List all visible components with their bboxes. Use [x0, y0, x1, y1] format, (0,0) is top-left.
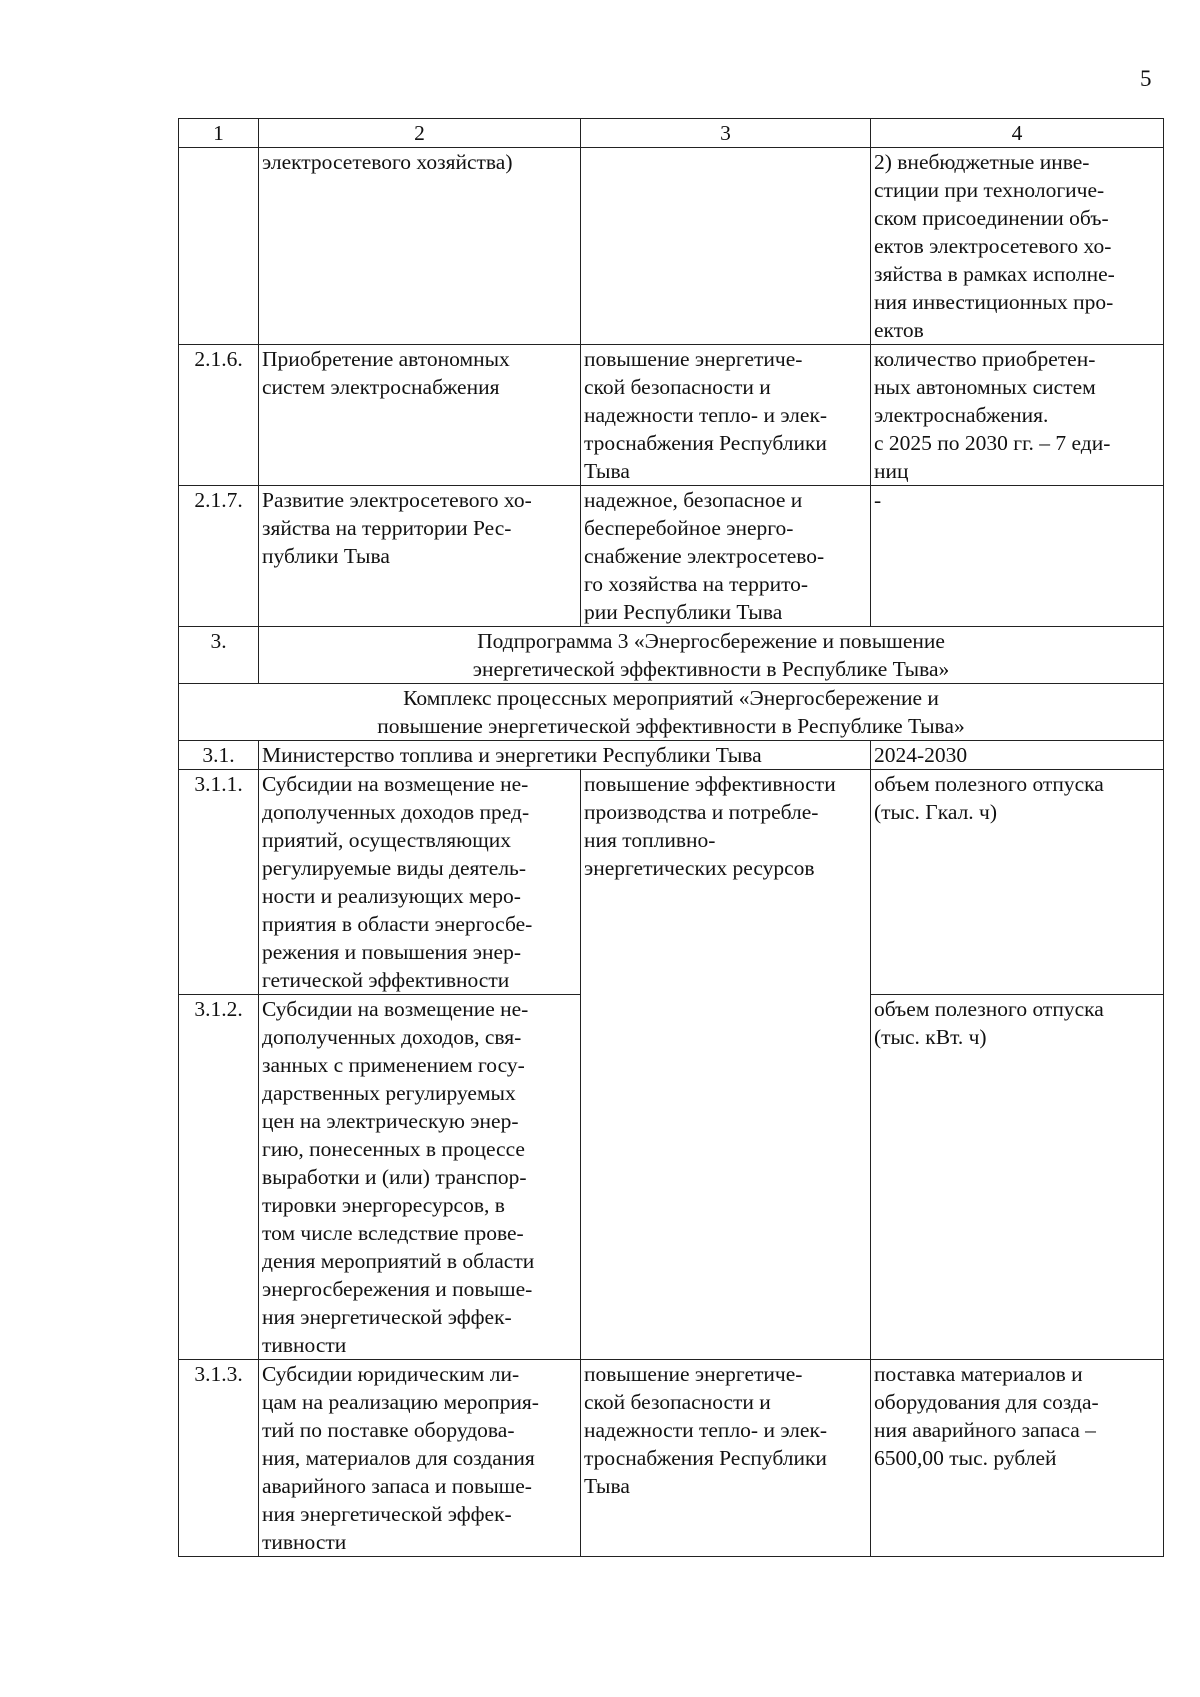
header-cell: 3 — [581, 119, 871, 148]
header-cell: 1 — [179, 119, 259, 148]
indicator-cell: - — [871, 486, 1164, 627]
complex-row — [179, 684, 1164, 741]
page-number: 5 — [1140, 66, 1152, 91]
subprogram-row — [179, 627, 1164, 684]
measure-cell: электросетевого хозяйства) — [259, 148, 581, 345]
program-table — [178, 118, 1164, 1557]
measure-cell: Развитие электросетевого хо- зяйства на территории Рес- публики Тыва — [259, 486, 581, 627]
row-number: 3.1. — [179, 741, 259, 770]
row-number: 2.1.7. — [179, 486, 259, 627]
row-number: 3. — [179, 627, 259, 684]
indicator-cell: 2) внебюджетные инве- стиции при технологиче- ском присоединении объ- ектов электросетевого хо- зяйства в рамках исполне- ния инвестиционных про- ектов — [871, 148, 1164, 345]
complex-title: Комплекс процессных мероприятий «Энергосбережение и повышение энергетической эффективности в Республике Тыва» — [179, 684, 1164, 741]
row-number — [179, 148, 259, 345]
table-header-row — [179, 119, 1164, 148]
table-row — [179, 741, 1164, 770]
result-cell: повышение энергетиче- ской безопасности и надежности тепло- и элек- троснабжения Республики Тыва — [581, 1360, 871, 1557]
result-cell: повышение энергетиче- ской безопасности и надежности тепло- и элек- троснабжения Республики Тыва — [581, 345, 871, 486]
row-number: 2.1.6. — [179, 345, 259, 486]
row-number: 3.1.1. — [179, 770, 259, 995]
row-number: 3.1.2. — [179, 995, 259, 1360]
indicator-cell: количество приобретен- ных автономных систем электроснабжения. с 2025 по 2030 гг. – 7 еди- ниц — [871, 345, 1164, 486]
header-cell: 4 — [871, 119, 1164, 148]
table-row — [179, 345, 1164, 486]
indicator-cell: поставка материалов и оборудования для созда- ния аварийного запаса – 6500,00 тыс. рублей — [871, 1360, 1164, 1557]
row-number: 3.1.3. — [179, 1360, 259, 1557]
table-row — [179, 1360, 1164, 1557]
responsible-cell: Министерство топлива и энергетики Республики Тыва — [259, 741, 871, 770]
table-row — [179, 486, 1164, 627]
result-cell — [581, 148, 871, 345]
result-cell: надежное, безопасное и бесперебойное энерго- снабжение электросетево- го хозяйства на террито- рии Республики Тыва — [581, 486, 871, 627]
table-row — [179, 148, 1164, 345]
measure-cell: Приобретение автономных систем электроснабжения — [259, 345, 581, 486]
table-row — [179, 770, 1164, 995]
measure-cell: Субсидии на возмещение не- дополученных доходов, свя- занных с применением госу- дарственных регулируемых цен на электрическую энер- гию, понесенных в процессе выработки и (или) транспор- тировки энергоресурсов, в том числе вследствие прове- дения мероприятий в области энергосбережения и повыше- ния энергетической эффек- тивности — [259, 995, 581, 1360]
period-cell: 2024-2030 — [871, 741, 1164, 770]
indicator-cell: объем полезного отпуска (тыс. Гкал. ч) — [871, 770, 1164, 995]
subprogram-title: Подпрограмма 3 «Энергосбережение и повышение энергетической эффективности в Республике Тыва» — [259, 627, 1164, 684]
result-cell: повышение эффективности производства и потребле- ния топливно- энергетических ресурсов — [581, 770, 871, 1360]
indicator-cell: объем полезного отпуска (тыс. кВт. ч) — [871, 995, 1164, 1360]
header-cell: 2 — [259, 119, 581, 148]
measure-cell: Субсидии юридическим ли- цам на реализацию мероприя- тий по поставке оборудова- ния, материалов для создания аварийного запаса и повыше- ния энергетической эффек- тивности — [259, 1360, 581, 1557]
measure-cell: Субсидии на возмещение не- дополученных доходов пред- приятий, осуществляющих регулируемые виды деятель- ности и реализующих меро- приятия в области энергосбе- режения и повышения энер- гетической эффективности — [259, 770, 581, 995]
